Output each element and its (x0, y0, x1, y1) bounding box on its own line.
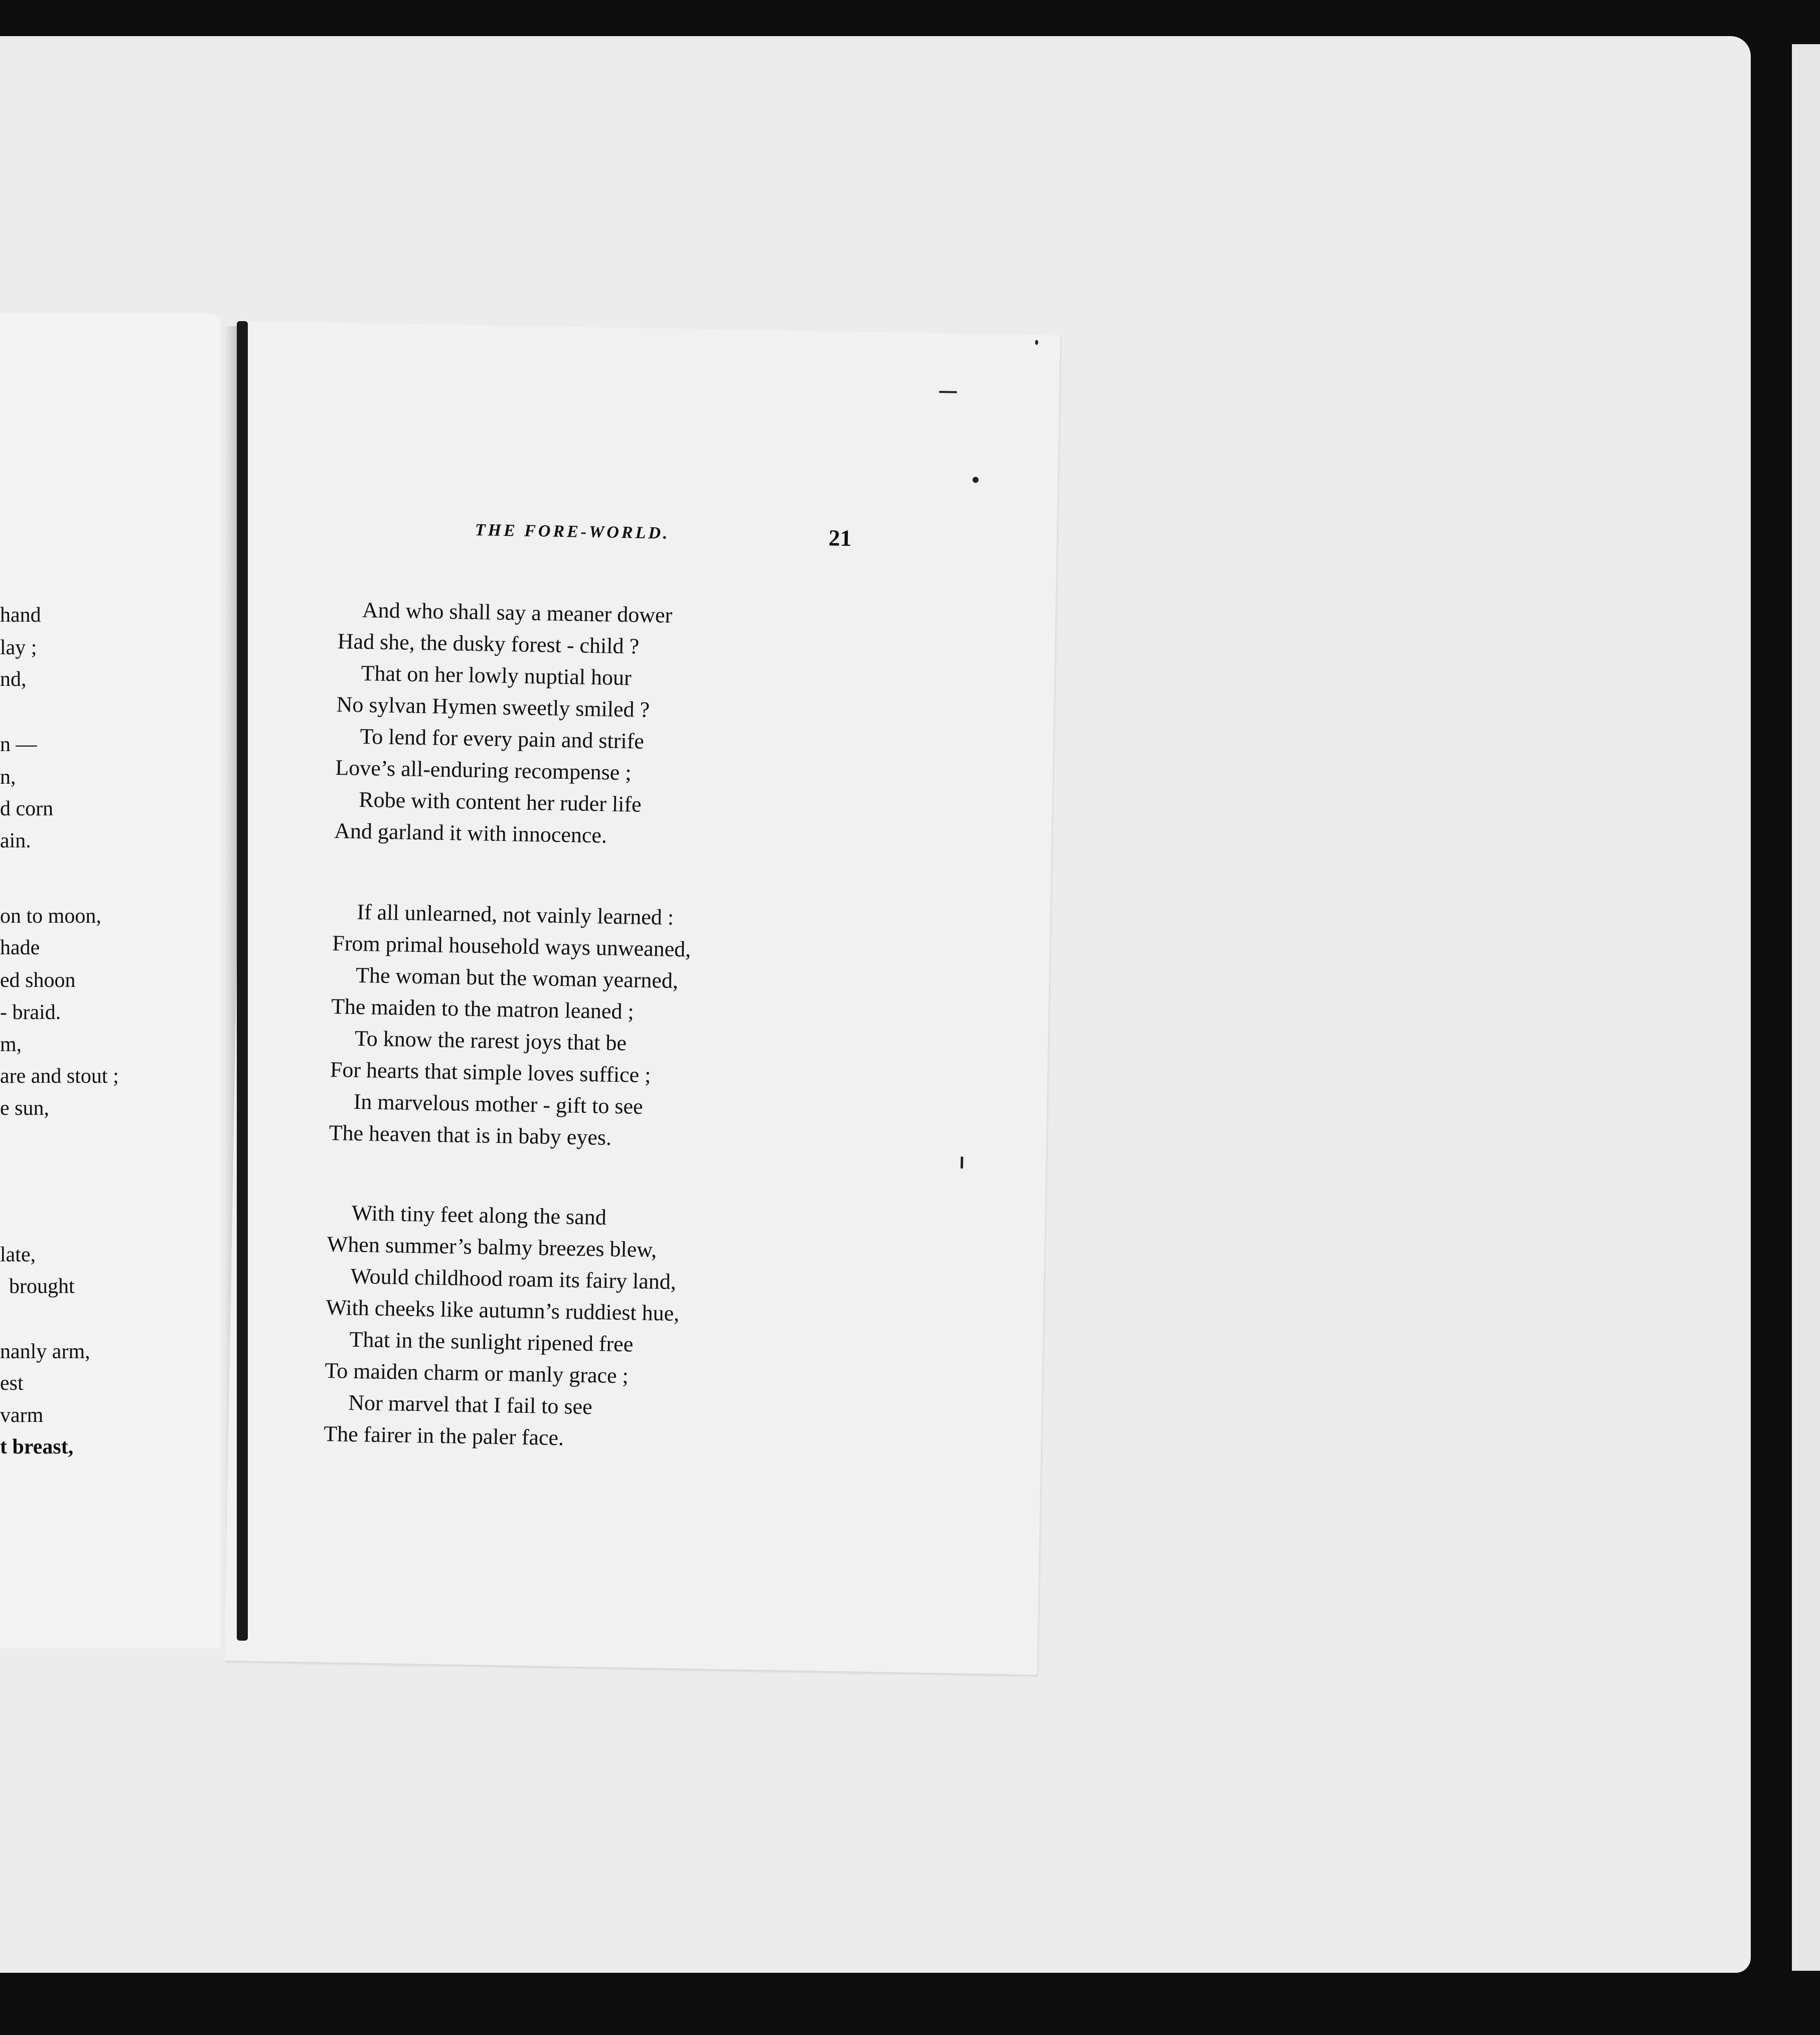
scan-speck (973, 477, 979, 483)
poem-line: From primal household ways unweaned, (332, 931, 691, 962)
poem-line: Robe with content her ruder life (358, 787, 642, 817)
poem-line: The heaven that is in baby eyes. (329, 1120, 612, 1150)
scan-speck (1035, 340, 1038, 345)
scanner-edge-strip (1792, 44, 1820, 1971)
scan-speck (939, 391, 957, 393)
poem-line: In marvelous mother - gift to see (353, 1089, 643, 1119)
poem-line: No sylvan Hymen sweetly smiled ? (336, 692, 650, 722)
poem-line: To maiden charm or manly grace ; (325, 1358, 629, 1388)
poem-line: To know the rarest joys that be (354, 1026, 627, 1056)
scanner-bottom-band (0, 1973, 1820, 2035)
left-page-line: d corn (0, 797, 54, 820)
left-page-line: hade (0, 936, 40, 959)
right-page (224, 321, 1060, 1675)
poem-line: When summer’s balmy breezes blew, (327, 1232, 657, 1262)
left-page-line: nd, (0, 668, 27, 691)
left-page-line: hand (0, 604, 41, 627)
poem-line: With tiny feet along the sand (351, 1200, 607, 1230)
poem-line: Nor marvel that I fail to see (348, 1390, 593, 1419)
left-page-line: brought (9, 1275, 75, 1298)
left-page-line: varm (0, 1404, 44, 1427)
left-page-line: ain. (0, 829, 31, 852)
left-page-line: late, (0, 1243, 36, 1266)
left-page-line: t breast, (0, 1435, 74, 1459)
poem-line: With cheeks like autumn’s ruddiest hue, (326, 1295, 680, 1326)
left-page-line: e sun, (0, 1097, 49, 1120)
poem-line: The maiden to the matron leaned ; (331, 994, 635, 1024)
left-page-line: n, (0, 766, 16, 789)
poem-line: Had she, the dusky forest - child ? (337, 629, 640, 659)
poem-line: Love’s all-enduring recompense ; (335, 755, 632, 785)
left-page-line: lay ; (0, 636, 37, 659)
left-page-line: are and stout ; (0, 1065, 119, 1088)
left-page-line: ed shoon (0, 969, 76, 992)
poem-line: For hearts that simple loves suffice ; (330, 1057, 651, 1088)
scanner-dark-edge (1751, 36, 1792, 1978)
poem-line: And garland it with innocence. (334, 818, 608, 848)
running-head: THE FORE-WORLD. (475, 520, 670, 543)
left-page (0, 314, 221, 1648)
poem-line: And who shall say a meaner dower (362, 598, 673, 628)
poem-line: That in the sunlight ripened free (349, 1327, 634, 1357)
left-page-line: nanly arm, (0, 1340, 90, 1363)
page-number: 21 (828, 525, 852, 551)
left-page-line: m, (0, 1033, 22, 1056)
poem-line: To lend for every pain and strife (360, 724, 645, 754)
book-spine (237, 321, 248, 1641)
poem-line: The woman but the woman yearned, (355, 962, 679, 993)
page-content (224, 321, 1060, 1675)
scan-speck (961, 1156, 963, 1169)
left-page-line: on to moon, (0, 905, 101, 928)
poem-line: Would childhood roam its fairy land, (350, 1263, 677, 1294)
left-page-line: est (0, 1372, 24, 1395)
poem-line: If all unlearned, not vainly learned : (357, 899, 674, 930)
left-page-line: - braid. (0, 1001, 61, 1024)
poem-line: The fairer in the paler face. (323, 1421, 564, 1450)
poem-line: That on her lowly nuptial hour (361, 661, 632, 690)
left-page-line: n — (0, 733, 37, 756)
